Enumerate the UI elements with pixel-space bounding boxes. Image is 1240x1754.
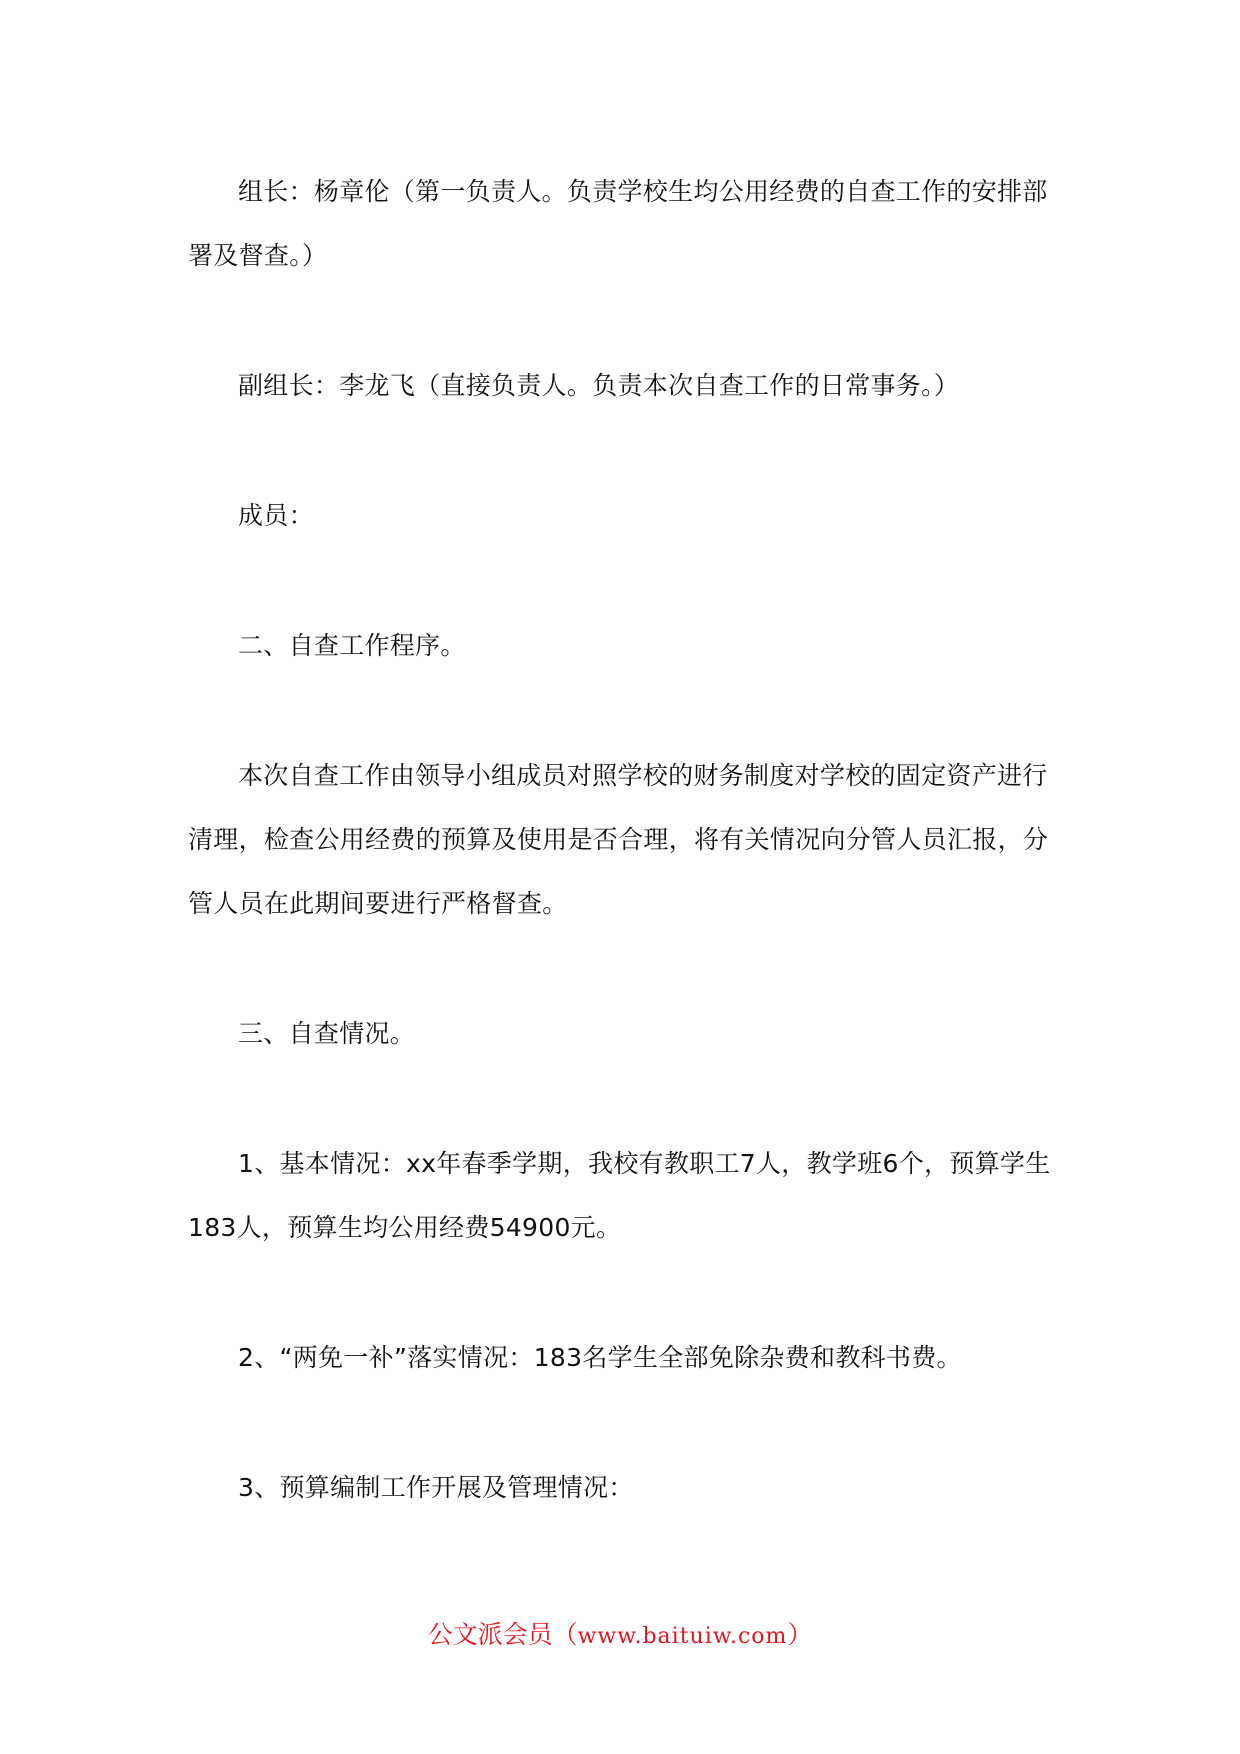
- paragraph-basic-status: 1、基本情况：xx年春季学期，我校有教职工7人，教学班6个，预算学生183人，预算生均公用经费54900元。: [188, 1149, 1051, 1242]
- paragraph-two-exemptions: 2、“两免一补”落实情况：183名学生全部免除杂费和教科书费。: [238, 1343, 962, 1372]
- footer-label: 公文派会员（: [427, 1620, 578, 1649]
- paragraph-budget-management: 3、预算编制工作开展及管理情况：: [238, 1473, 634, 1502]
- footer-watermark: [0, 1618, 1240, 1654]
- heading-self-check-status: 三、自查情况。: [238, 1019, 416, 1048]
- document-body: [188, 160, 1054, 1520]
- heading-self-check-procedure: 二、自查工作程序。: [238, 631, 466, 660]
- footer-url[interactable]: www.baituiw.com: [577, 1624, 788, 1649]
- paragraph-procedure-description: 本次自查工作由领导小组成员对照学校的财务制度对学校的固定资产进行清理，检查公用经费的预算及使用是否合理，将有关情况向分管人员汇报，分管人员在此期间要进行严格督查。: [188, 761, 1049, 918]
- footer-close: ）: [787, 1620, 813, 1649]
- paragraph-deputy-leader: 副组长：李龙飞（直接负责人。负责本次自查工作的日常事务。）: [238, 371, 960, 400]
- paragraph-members: 成员：: [238, 501, 314, 530]
- paragraph-group-leader: 组长：杨章伦（第一负责人。负责学校生均公用经费的自查工作的安排部署及督查。）: [188, 177, 1048, 270]
